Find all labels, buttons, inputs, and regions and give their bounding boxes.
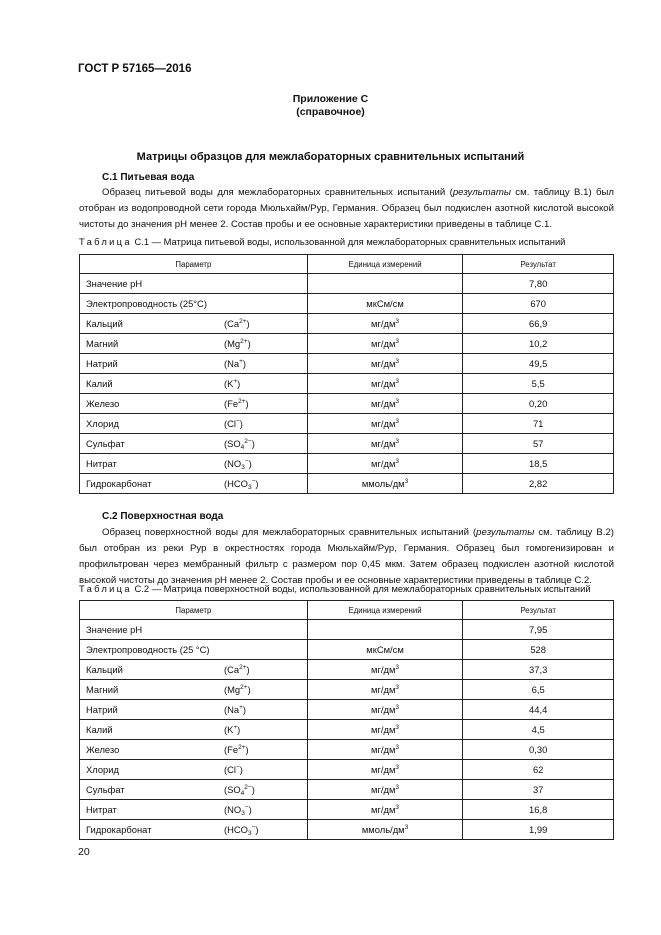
section-heading-drinking-water: С.1 Питьевая вода xyxy=(102,172,195,183)
table-row xyxy=(80,640,614,660)
parameter-name: Гидрокарбонат xyxy=(86,824,152,835)
result-cell: 49,5 xyxy=(463,354,614,374)
table-row xyxy=(80,474,614,494)
result-cell: 7,80 xyxy=(463,274,614,294)
unit-cell: $мг/дм^3$ xyxy=(307,394,463,414)
table-row xyxy=(80,274,614,294)
table-row xyxy=(80,414,614,434)
chemical-formula: (Na+) xyxy=(224,704,247,715)
parameter-name: Железо xyxy=(86,398,120,409)
chemical-formula: (Cl−) xyxy=(224,764,243,775)
table-header-row xyxy=(80,255,614,274)
table-row xyxy=(80,760,614,780)
unit-cell: $мг/дм^3$ xyxy=(307,314,463,334)
table-caption-1: Таблица С.1 — Матрица питьевой воды, использованной для межлабораторных сравнительных испытаний xyxy=(79,236,566,247)
unit-cell: $мг/дм^3$ xyxy=(307,660,463,680)
parameter-cell xyxy=(80,620,308,640)
document-title: Матрицы образцов для межлабораторных сравнительных испытаний xyxy=(136,151,525,163)
unit-cell: ммоль/$дм^3$ xyxy=(307,474,463,494)
result-cell: 37 xyxy=(463,780,614,800)
result-cell: 62 xyxy=(463,760,614,780)
chemical-formula: $(SO_4^{2-})$ xyxy=(224,784,255,797)
unit-cell: $мг/дм^3$ xyxy=(307,780,463,800)
parameter-cell xyxy=(80,680,308,700)
parameter-name: Хлорид xyxy=(86,418,119,429)
parameter-name: Нитрат xyxy=(86,458,117,469)
column-header: Параметр xyxy=(80,255,308,274)
unit-cell: $мг/дм^3$ xyxy=(307,720,463,740)
parameter-cell xyxy=(80,800,308,820)
parameter-name: Хлорид xyxy=(86,764,119,775)
column-header: Единица измерений xyxy=(307,255,463,274)
parameter-cell xyxy=(80,274,308,294)
result-cell: 0,30 xyxy=(463,740,614,760)
column-header: Единица измерений xyxy=(307,601,463,620)
parameter-name: Калий xyxy=(86,724,113,735)
parameter-name: Железо xyxy=(86,744,120,755)
unit-cell: мкСм/см xyxy=(307,640,463,660)
unit-cell: мкСм/см xyxy=(307,294,463,314)
table-caption-2: Таблица С.2 — Матрица поверхностной воды, использованной для межлабораторных сравнительных испытаний xyxy=(79,583,591,594)
unit-cell: $мг/дм^3$ xyxy=(307,800,463,820)
page-number: 20 xyxy=(78,846,90,858)
appendix-note: (справочное) xyxy=(296,106,365,118)
parameter-name: Электропроводность (25°С) xyxy=(86,298,207,309)
table-row xyxy=(80,820,614,840)
parameter-cell xyxy=(80,414,308,434)
parameter-cell xyxy=(80,820,308,840)
result-cell: 528 xyxy=(463,640,614,660)
chemical-formula: $(SO_4^{2-})$ xyxy=(224,438,255,451)
chemical-formula: (K+) xyxy=(224,378,241,389)
unit-cell xyxy=(307,620,463,640)
table-row xyxy=(80,314,614,334)
result-cell: 44,4 xyxy=(463,700,614,720)
table-header-row xyxy=(80,601,614,620)
parameter-cell xyxy=(80,760,308,780)
table-row xyxy=(80,354,614,374)
table-row xyxy=(80,454,614,474)
table-row xyxy=(80,434,614,454)
chemical-formula: $(HCO_3^-)$ xyxy=(224,478,259,491)
table-row xyxy=(80,680,614,700)
result-cell: 57 xyxy=(463,434,614,454)
result-cell: 71 xyxy=(463,414,614,434)
unit-cell: $мг/дм^3$ xyxy=(307,374,463,394)
parameter-cell xyxy=(80,640,308,660)
parameter-name: Сульфат xyxy=(86,784,125,795)
result-cell: 2,82 xyxy=(463,474,614,494)
parameter-name: Натрий xyxy=(86,704,118,715)
parameter-name: Электропроводность (25 °С) xyxy=(86,644,210,655)
unit-cell: $мг/дм^3$ xyxy=(307,680,463,700)
chemical-formula: (Na+) xyxy=(224,358,247,369)
column-header: Результат xyxy=(463,601,614,620)
parameter-name: Кальций xyxy=(86,664,123,675)
chemical-formula: $(Fe^{2+})$ xyxy=(224,398,249,409)
result-cell: 1,99 xyxy=(463,820,614,840)
chemical-formula: $(Ca^{2+})$ xyxy=(224,664,250,675)
table-row xyxy=(80,700,614,720)
parameter-name: Магний xyxy=(86,684,119,695)
chemical-formula: $(HCO_3^-)$ xyxy=(224,824,259,837)
standard-header: ГОСТ Р 57165—2016 xyxy=(78,63,192,75)
chemical-formula: $(Ca^{2+})$ xyxy=(224,318,250,329)
parameter-name: Калий xyxy=(86,378,113,389)
parameter-name: Сульфат xyxy=(86,438,125,449)
column-header: Результат xyxy=(463,255,614,274)
chemical-formula: (Cl−) xyxy=(224,418,243,429)
result-cell: 37,3 xyxy=(463,660,614,680)
table-row xyxy=(80,620,614,640)
parameter-cell xyxy=(80,294,308,314)
result-cell: 4,5 xyxy=(463,720,614,740)
appendix-label: Приложение С xyxy=(292,93,369,105)
parameter-cell xyxy=(80,474,308,494)
parameter-cell xyxy=(80,374,308,394)
table-row xyxy=(80,374,614,394)
section-paragraph-surface-water: Образец поверхностной воды для межлабораторных сравнительных испытаний (результаты см. таблицу В.2) был отобран из реки Рур в окрестностях города Мюльхайм/Рур, Германия. Образец был гомогенизирован и профильтрован через мембранный фильтр с размером пор 0,45 мкм. Затем образец подкислен азотной кислотой высокой чистоты до значения рН менее 2. Состав пробы и ее основные характеристики приведены в таблице С.2. xyxy=(79,527,614,586)
unit-cell: $мг/дм^3$ xyxy=(307,354,463,374)
parameter-name: Значение рН xyxy=(86,278,143,289)
table-row xyxy=(80,394,614,414)
unit-cell: $мг/дм^3$ xyxy=(307,740,463,760)
table-row xyxy=(80,334,614,354)
parameter-name: Значение рН xyxy=(86,624,143,635)
result-cell: 5,5 xyxy=(463,374,614,394)
parameter-cell xyxy=(80,334,308,354)
section-paragraph-drinking-water: Образец питьевой воды для межлабораторных сравнительных испытаний (результаты см. таблицу В.1) был отобран из водопроводной сети города Мюльхайм/Рур, Германия. Образец был подкислен азотной кислотой высокой чистоты до значения рН менее 2. Состав пробы и ее основные характеристики приведены в таблице С.1. xyxy=(79,187,614,230)
parameter-cell xyxy=(80,740,308,760)
parameter-cell xyxy=(80,394,308,414)
chemical-formula: (K+) xyxy=(224,724,241,735)
result-cell: 6,5 xyxy=(463,680,614,700)
unit-cell: $мг/дм^3$ xyxy=(307,414,463,434)
parameter-cell xyxy=(80,454,308,474)
table-row xyxy=(80,720,614,740)
table-row xyxy=(80,294,614,314)
result-cell: 670 xyxy=(463,294,614,314)
table-row xyxy=(80,780,614,800)
result-cell: 18,5 xyxy=(463,454,614,474)
table-row xyxy=(80,660,614,680)
chemical-formula: $(Mg^{2+})$ xyxy=(224,338,251,349)
parameter-cell xyxy=(80,314,308,334)
result-cell: 16,8 xyxy=(463,800,614,820)
unit-cell: $мг/дм^3$ xyxy=(307,334,463,354)
table-row xyxy=(80,800,614,820)
parameter-name: Кальций xyxy=(86,318,123,329)
chemical-formula: $(NO_3^-)$ xyxy=(224,804,252,817)
result-cell: 10,2 xyxy=(463,334,614,354)
parameter-cell xyxy=(80,700,308,720)
parameter-cell xyxy=(80,660,308,680)
parameter-name: Гидрокарбонат xyxy=(86,478,152,489)
section-heading-surface-water: С.2 Поверхностная вода xyxy=(102,511,224,522)
result-cell: 66,9 xyxy=(463,314,614,334)
parameter-name: Магний xyxy=(86,338,119,349)
parameter-name: Нитрат xyxy=(86,804,117,815)
result-cell: 7,95 xyxy=(463,620,614,640)
chemical-formula: $(NO_3^-)$ xyxy=(224,458,252,471)
unit-cell: ммоль/$дм^3$ xyxy=(307,820,463,840)
parameter-cell xyxy=(80,354,308,374)
drinking-water-table xyxy=(79,254,614,494)
parameter-name: Натрий xyxy=(86,358,118,369)
unit-cell: $мг/дм^3$ xyxy=(307,700,463,720)
column-header: Параметр xyxy=(80,601,308,620)
chemical-formula: $(Fe^{2+})$ xyxy=(224,744,249,755)
result-cell: 0,20 xyxy=(463,394,614,414)
unit-cell: $мг/дм^3$ xyxy=(307,760,463,780)
unit-cell: $мг/дм^3$ xyxy=(307,454,463,474)
table-row xyxy=(80,740,614,760)
parameter-cell xyxy=(80,780,308,800)
surface-water-table xyxy=(79,600,614,840)
unit-cell: $мг/дм^3$ xyxy=(307,434,463,454)
unit-cell xyxy=(307,274,463,294)
parameter-cell xyxy=(80,434,308,454)
chemical-formula: $(Mg^{2+})$ xyxy=(224,684,251,695)
parameter-cell xyxy=(80,720,308,740)
